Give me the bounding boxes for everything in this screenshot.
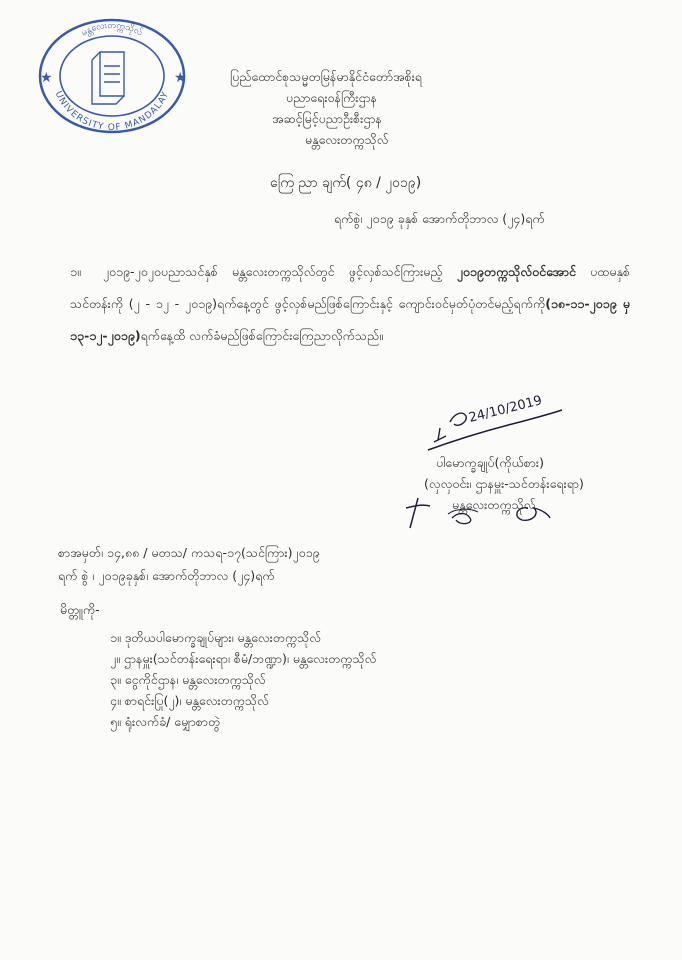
handwritten-signature-date <box>410 392 570 462</box>
paragraph-text-2: ပထမနှစ် သင်တန်းကို (၂ - ၁၂ - ၂၀၁၉)ရက်နေ့တွင် ဖွင့်လှစ်မည်ဖြစ်ကြောင်းနှင့် ကျောင်းဝင်မှတ်ပုံတင်မည့်ရက်ကို <box>70 264 630 311</box>
letter-reference-number: စာအမှတ်၊ ၁၄,၈၈ / မတသ/ ကသရ-၁၇(သင်ကြား)၂၀၁၉ <box>58 545 320 560</box>
notice-title: ကြေ ညာ ချက်( ၄၈ / ၂၀၁၉) <box>270 175 422 191</box>
issue-date: ရက်စွဲ၊ ၂၀၁၉ ခုနှစ် အောက်တိုဘာလ (၂၄)ရက် <box>334 211 545 226</box>
svg-text:★: ★ <box>174 70 187 86</box>
university-seal-stamp <box>28 16 196 136</box>
svg-text:UNIVERSITY OF MANDALAY: UNIVERSITY OF MANDALAY <box>52 89 172 134</box>
header-university: မန္တလေးတက္ကသိုလ် <box>305 132 389 147</box>
paragraph-bold-2: (၁၈-၁၁-၂၀၁၉ မှ ၁၃-၁၂-၂၀၁၉) <box>70 296 630 343</box>
signatory-university: မန္တလေးတက္ကသိုလ် <box>452 497 536 512</box>
copies-list <box>110 627 376 732</box>
copy-recipient: ၄။ စာရင်းပြု(၂)၊ မန္တလေးတက္ကသိုလ် <box>110 693 269 708</box>
paragraph-bold-1: ၂၀၁၉တက္ကသိုလ်ဝင်အောင် <box>456 264 576 279</box>
handwritten-initials <box>400 488 580 538</box>
header-government: ပြည်ထောင်စုသမ္မတမြန်မာနိုင်ငံတော်အစိုးရ <box>230 69 422 84</box>
header-ministry: ပညာရေးဝန်ကြီးဌာန <box>286 90 378 105</box>
copy-recipient: ၅။ ရုံးလက်ခံ/ မျှောစာတွဲ <box>110 714 221 729</box>
copy-recipient: ၂။ ဌာနမှူး(သင်တန်းရေးရာ၊ စီမံ/ဘဏ္ဍာ)၊ မန္တလေးတက္ကသိုလ် <box>110 651 377 666</box>
copy-recipient: ၁။ ဒုတိယပါမောက္ခချုပ်များ၊ မန္တလေးတက္ကသိုလ် <box>110 630 321 645</box>
copy-recipient: ၃။ ငွေကိုင်ဌာန၊ မန္တလေးတက္ကသိုလ် <box>110 672 266 687</box>
notice-paragraph <box>70 256 630 352</box>
paragraph-text-1: ၂၀၁၉-၂၀၂၀ပညာသင်နှစ် မန္တလေးတက္ကသိုလ်တွင် ဖွင့်လှစ်သင်ကြားမည့် <box>102 264 443 279</box>
header-department: အဆင့်မြင့်ပညာဦးစီးဌာန <box>272 111 382 126</box>
paragraph-text-3: ရက်နေ့ထိ လက်ခံမည်ဖြစ်ကြောင်းကြေညာလိုက်သည်။ <box>140 328 383 343</box>
signatory-title: ပါမောက္ခချုပ်(ကိုယ်စား) <box>436 455 544 470</box>
svg-text:★: ★ <box>40 70 53 86</box>
handwritten-date: 24/10/2019 <box>467 393 544 426</box>
svg-text:မန္တလေးတက္ကသိုလ်: မန္တလေးတက္ကသိုလ် <box>80 20 144 39</box>
paragraph-number: ၁။ <box>70 264 81 279</box>
letter-reference-date: ရက် စွဲ ၊ ၂၀၁၉ခုနှစ်၊ အောက်တိုဘာလ (၂၄)ရက် <box>58 568 275 583</box>
signatory-name: (လှလှဝင်း၊ ဌာနမှူး-သင်တန်းရေးရာ) <box>424 476 584 491</box>
copies-heading: မိတ္တူကို- <box>60 602 100 617</box>
